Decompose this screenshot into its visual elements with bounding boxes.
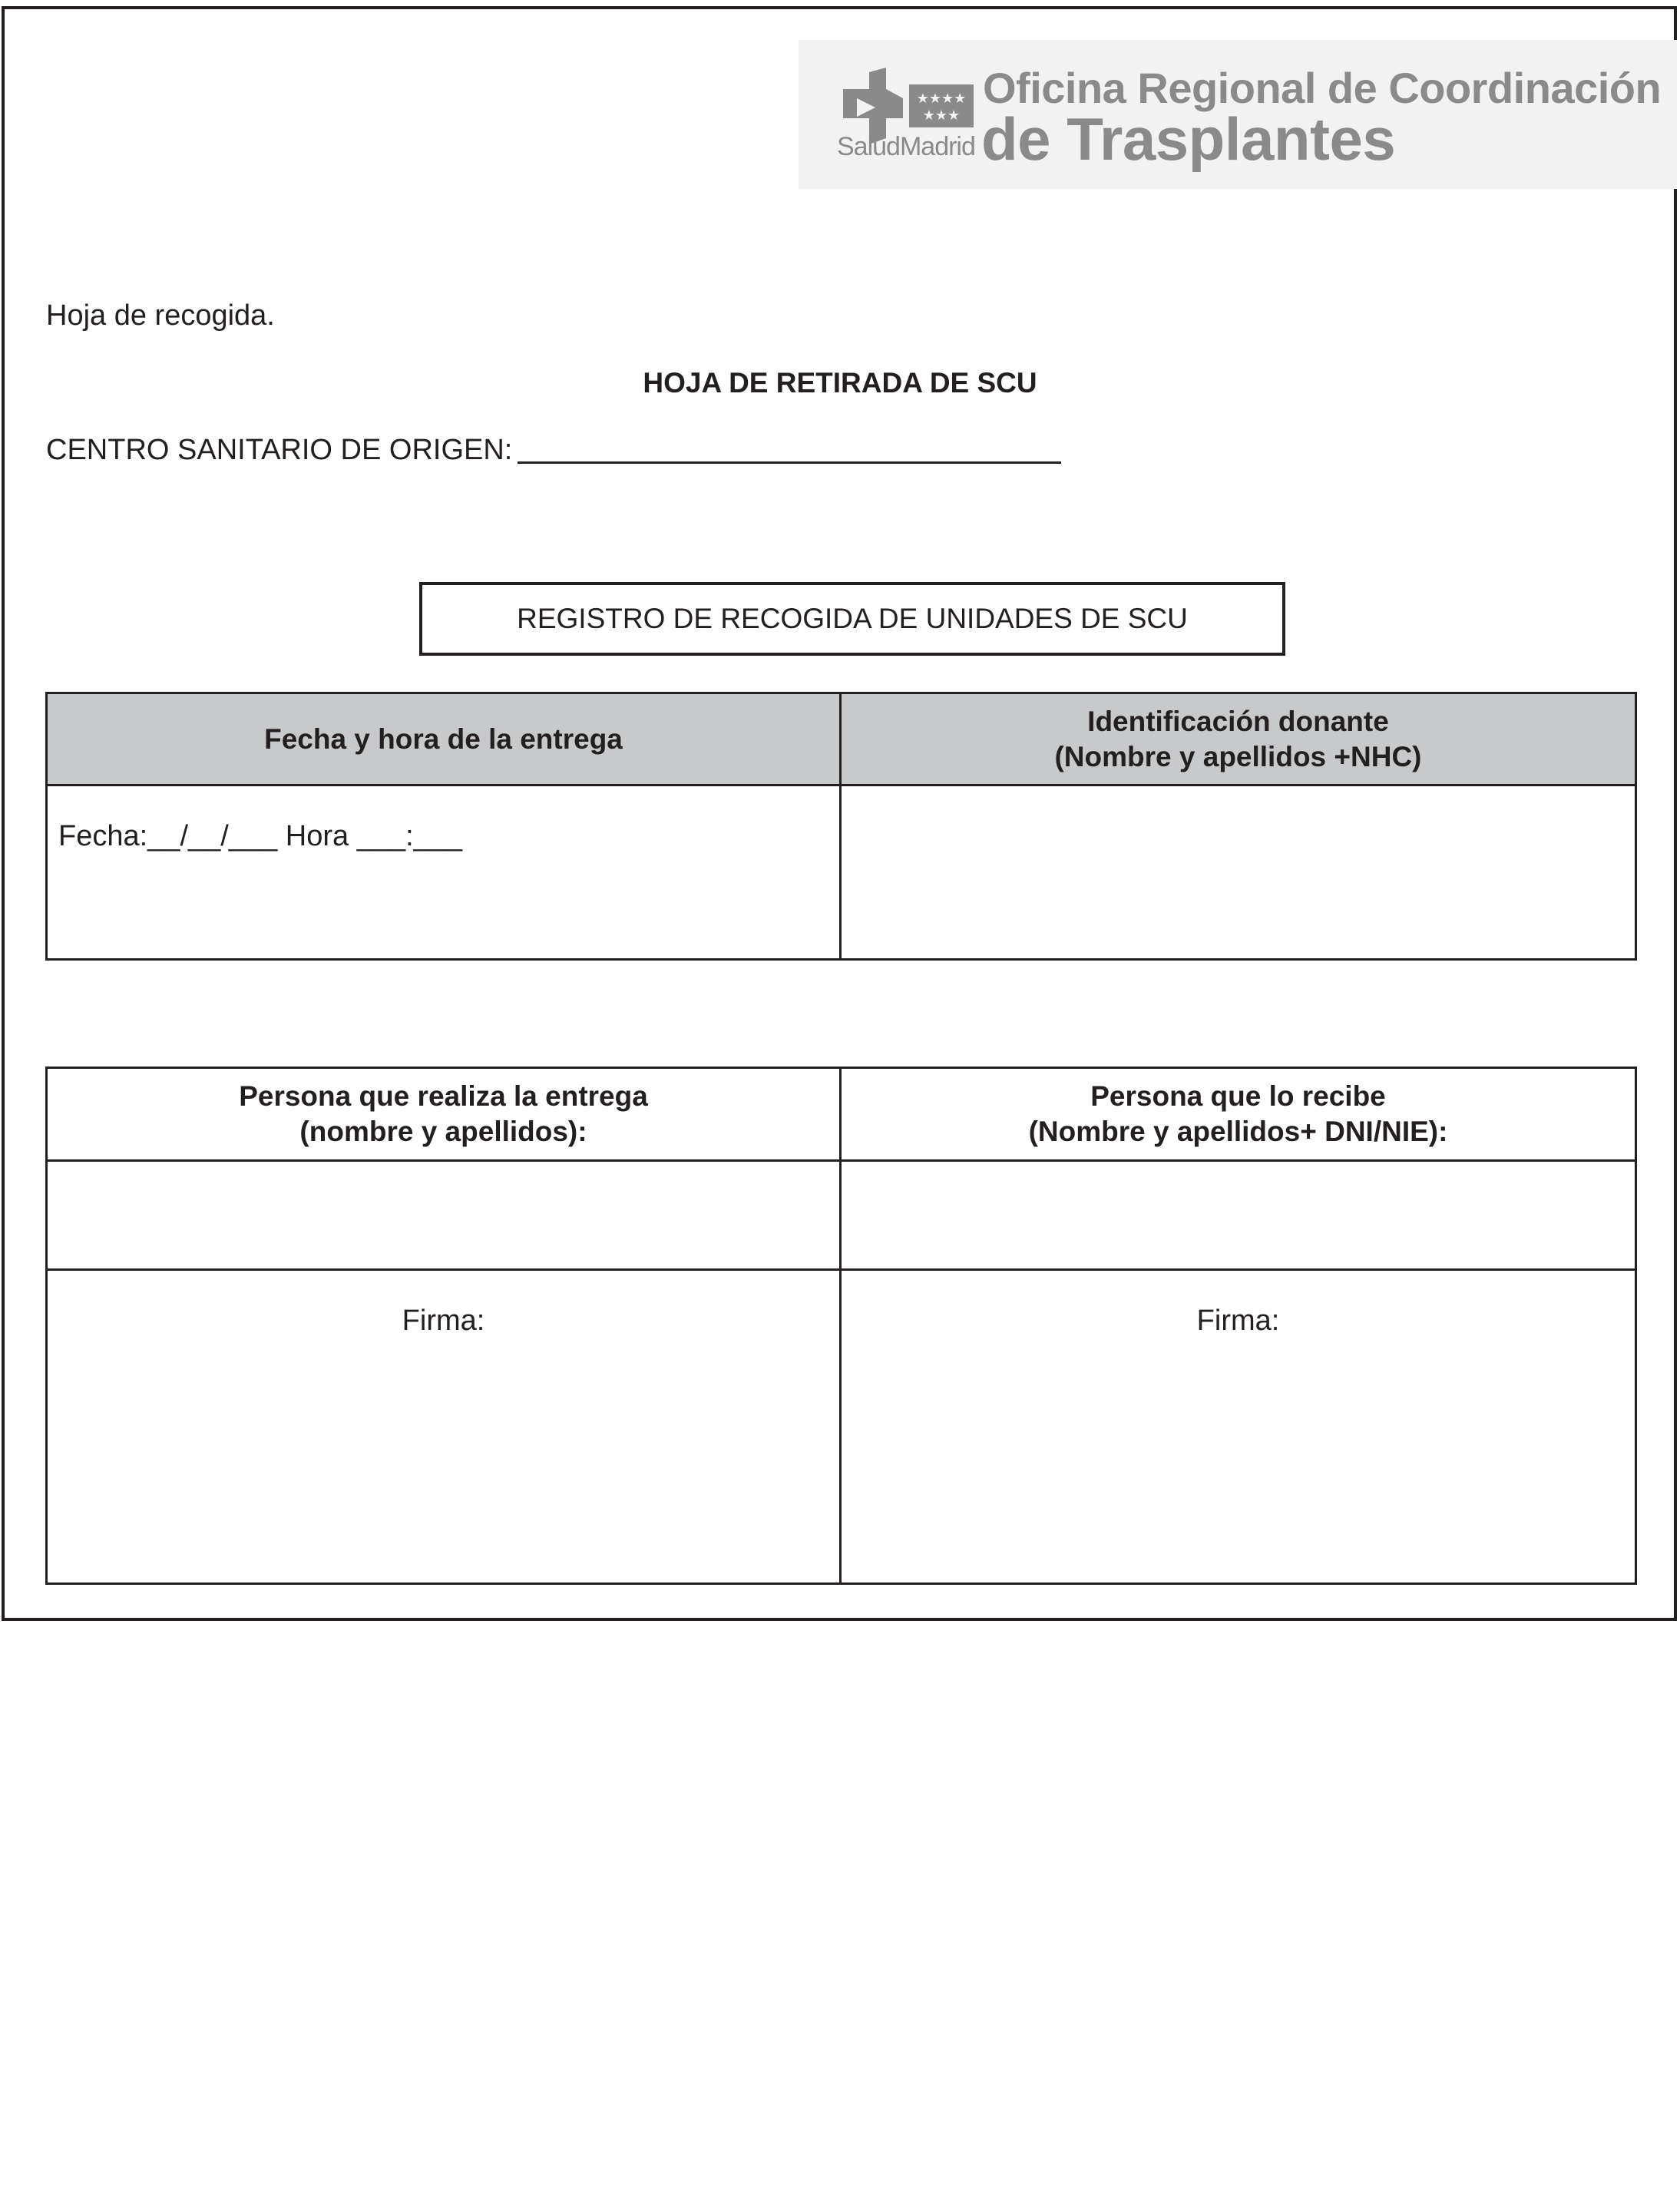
delivery-datetime-cell[interactable] (47, 785, 841, 960)
deliverer-header: Persona que realiza la entrega (nombre y apellidos): (47, 1068, 841, 1161)
register-title-box (419, 582, 1285, 656)
office-name-line1: Oficina Regional de Coordinación (983, 64, 1662, 112)
receiver-name-cell[interactable] (841, 1161, 1636, 1270)
document-title: HOJA DE RETIRADA DE SCU (643, 367, 1037, 399)
logo-caption: SaludMadrid (837, 132, 975, 161)
deliverer-signature-cell[interactable] (47, 1270, 841, 1584)
receiver-header: Persona que lo recibe (Nombre y apellidos+ DNI/NIE): (841, 1068, 1636, 1161)
delivery-table (45, 692, 1637, 961)
donor-id-cell[interactable] (841, 785, 1636, 960)
origin-center-label: CENTRO SANITARIO DE ORIGEN: (46, 434, 513, 466)
date-time-field[interactable]: Fecha:__/__/___ Hora ___:___ (58, 820, 463, 852)
document-subtitle: Hoja de recogida. (46, 299, 275, 332)
persons-table (45, 1067, 1637, 1585)
register-title: REGISTRO DE RECOGIDA DE UNIDADES DE SCU (517, 603, 1188, 634)
origin-center-field[interactable] (518, 461, 1061, 464)
header-logo-band (799, 40, 1677, 189)
donor-id-header: Identificación donante (Nombre y apellidos +NHC) (841, 693, 1636, 785)
receiver-signature-cell[interactable] (841, 1270, 1636, 1584)
deliverer-name-cell[interactable] (47, 1161, 841, 1270)
svg-text:★★★★: ★★★★ (916, 91, 967, 107)
delivery-datetime-header: Fecha y hora de la entrega (47, 693, 841, 785)
svg-text:★★★: ★★★ (922, 107, 961, 124)
deliverer-signature-label: Firma: (402, 1305, 485, 1337)
office-name-line2: de Trasplantes (981, 105, 1396, 173)
receiver-signature-label: Firma: (1196, 1305, 1280, 1337)
